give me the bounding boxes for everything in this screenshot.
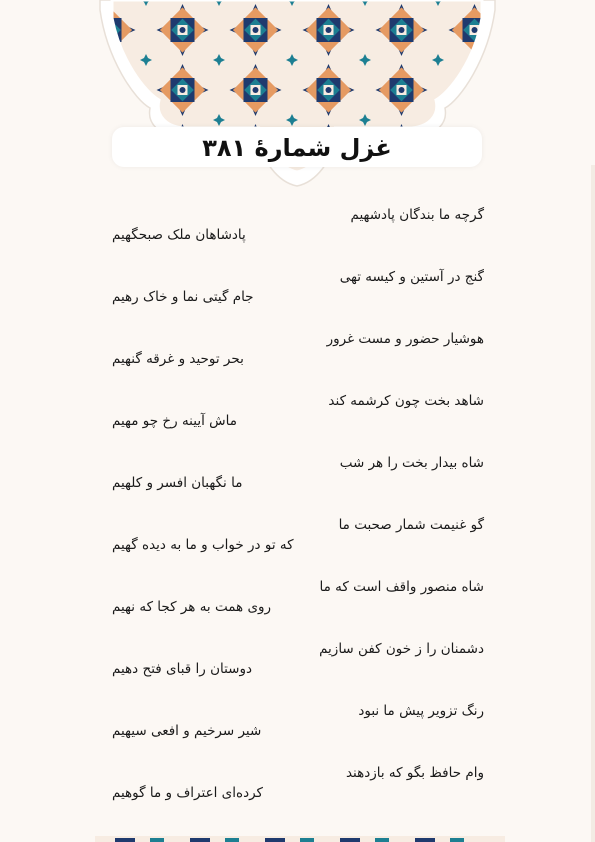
misra-second: دوستان را قبای فتح دهیم <box>112 661 253 677</box>
poem <box>112 205 484 825</box>
misra-second: کرده‌ای اعتراف و ما گوهیم <box>112 785 263 801</box>
misra-second: ماش آیینه رخ چو مهیم <box>112 413 237 429</box>
tile-pattern-footer <box>95 836 505 842</box>
misra-second: روی همت به هر کجا که نهیم <box>112 599 272 615</box>
misra-second: که تو در خواب و ما به دیده گهیم <box>112 537 294 553</box>
misra-second: شیر سرخیم و افعی سیهیم <box>112 723 262 739</box>
beyt <box>112 701 484 763</box>
misra-first: شاه منصور واقف است که ما <box>319 579 484 595</box>
misra-second: پادشاهان ملک صبحگهیم <box>112 227 246 243</box>
beyt <box>112 391 484 453</box>
misra-first: گو غنیمت شمار صحبت ما <box>338 517 484 533</box>
beyt <box>112 329 484 391</box>
beyt <box>112 763 484 825</box>
misra-first: وام حافظ بگو که بازدهند <box>345 765 484 781</box>
page-edge <box>591 165 595 842</box>
page-title: غزل شمارهٔ ۳۸۱ <box>202 134 392 162</box>
misra-second: بحر توحید و غرقه گنهیم <box>112 351 244 367</box>
beyt <box>112 453 484 515</box>
misra-second: ما نگهبان افسر و کلهیم <box>112 475 243 491</box>
misra-first: هوشیار حضور و مست غرور <box>326 331 484 347</box>
misra-first: گنج در آستین و کیسه تهی <box>339 269 484 285</box>
beyt <box>112 515 484 577</box>
misra-first: شاهد بخت چون کرشمه کند <box>328 393 484 409</box>
beyt <box>112 577 484 639</box>
misra-first: دشمنان را ز خون کفن سازیم <box>319 641 484 657</box>
beyt <box>112 205 484 267</box>
misra-first: شاه بیدار بخت را هر شب <box>339 455 484 471</box>
beyt <box>112 267 484 329</box>
misra-first: گرچه ما بندگان پادشهیم <box>350 207 484 223</box>
misra-second: جام گیتی نما و خاک رهیم <box>112 289 254 305</box>
misra-first: رنگ تزویر پیش ما نبود <box>358 703 484 719</box>
beyt <box>112 639 484 701</box>
